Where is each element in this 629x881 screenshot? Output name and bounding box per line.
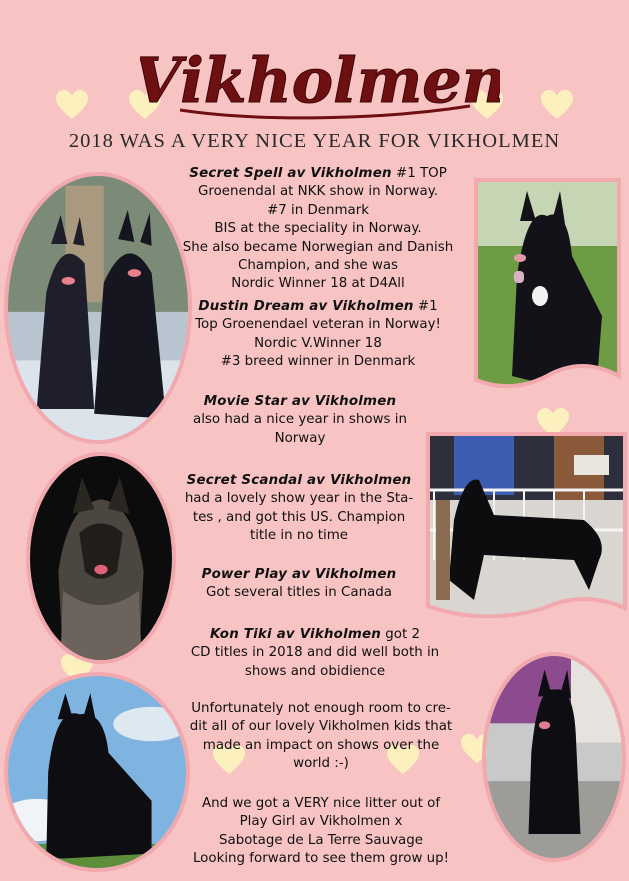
dog-name: Movie Star av Vikholmen [203,394,397,409]
achievement-power-play: Power Play av Vikholmen Got several titles in Canada [201,567,397,601]
dog-name: Dustin Dream av Vikholmen [198,299,414,314]
dog-name: Secret Scandal av Vikholmen [186,473,412,488]
photo-dog-on-grass [472,176,623,392]
photo-dog-portrait-dark [26,452,176,664]
dog-name: Secret Spell av Vikholmen [189,166,392,181]
vikholmen-logo [140,32,500,122]
achievement-kon-tiki: Kon Tiki av Vikholmen got 2 CD titles in 2018 and did well both in shows and obidience [190,627,440,679]
closing-paragraph-2: And we got a VERY nice litter out of Play Girl av Vikholmen x Sabotage de La Terre Sauvage Looking forward to see them grow up! [192,796,450,867]
heart-icon [540,90,574,120]
photo-dog-against-sky [4,672,190,872]
closing-paragraph-1: Unfortunately not enough room to cre- dit all of our lovely Vikholmen kids that made an impact on shows over the world :-) [189,701,453,772]
achievement-movie-star: Movie Star av Vikholmen also had a nice year in shows in Norway [193,394,407,446]
achievement-secret-spell: Secret Spell av Vikholmen #1 TOP Groenendal at NKK show in Norway. #7 in Denmark BIS at the speciality in Norway. She also became Norwegian and Danish Champion, and she was Nordic Winner 18 at D4All [182,166,454,292]
heart-icon [55,90,89,120]
photo-dog-on-path [482,652,626,862]
photo-dog-at-show-ring [424,430,629,618]
dog-name: Power Play av Vikholmen [201,567,397,582]
photo-two-dogs-in-snow [4,172,192,444]
achievement-secret-scandal: Secret Scandal av Vikholmen had a lovely show year in the Sta- tes , and got this US. Champion title in no time [184,473,414,544]
logo-text: Vikholmen [140,44,500,117]
achievement-dustin-dream: Dustin Dream av Vikholmen #1 Top Groenendael veteran in Norway! Nordic V.Winner 18 #3 breed winner in Denmark [195,299,441,370]
dog-name: Kon Tiki av Vikholmen [209,627,382,642]
page-subtitle: 2018 WAS A VERY NICE YEAR FOR VIKHOLMEN [68,130,561,152]
